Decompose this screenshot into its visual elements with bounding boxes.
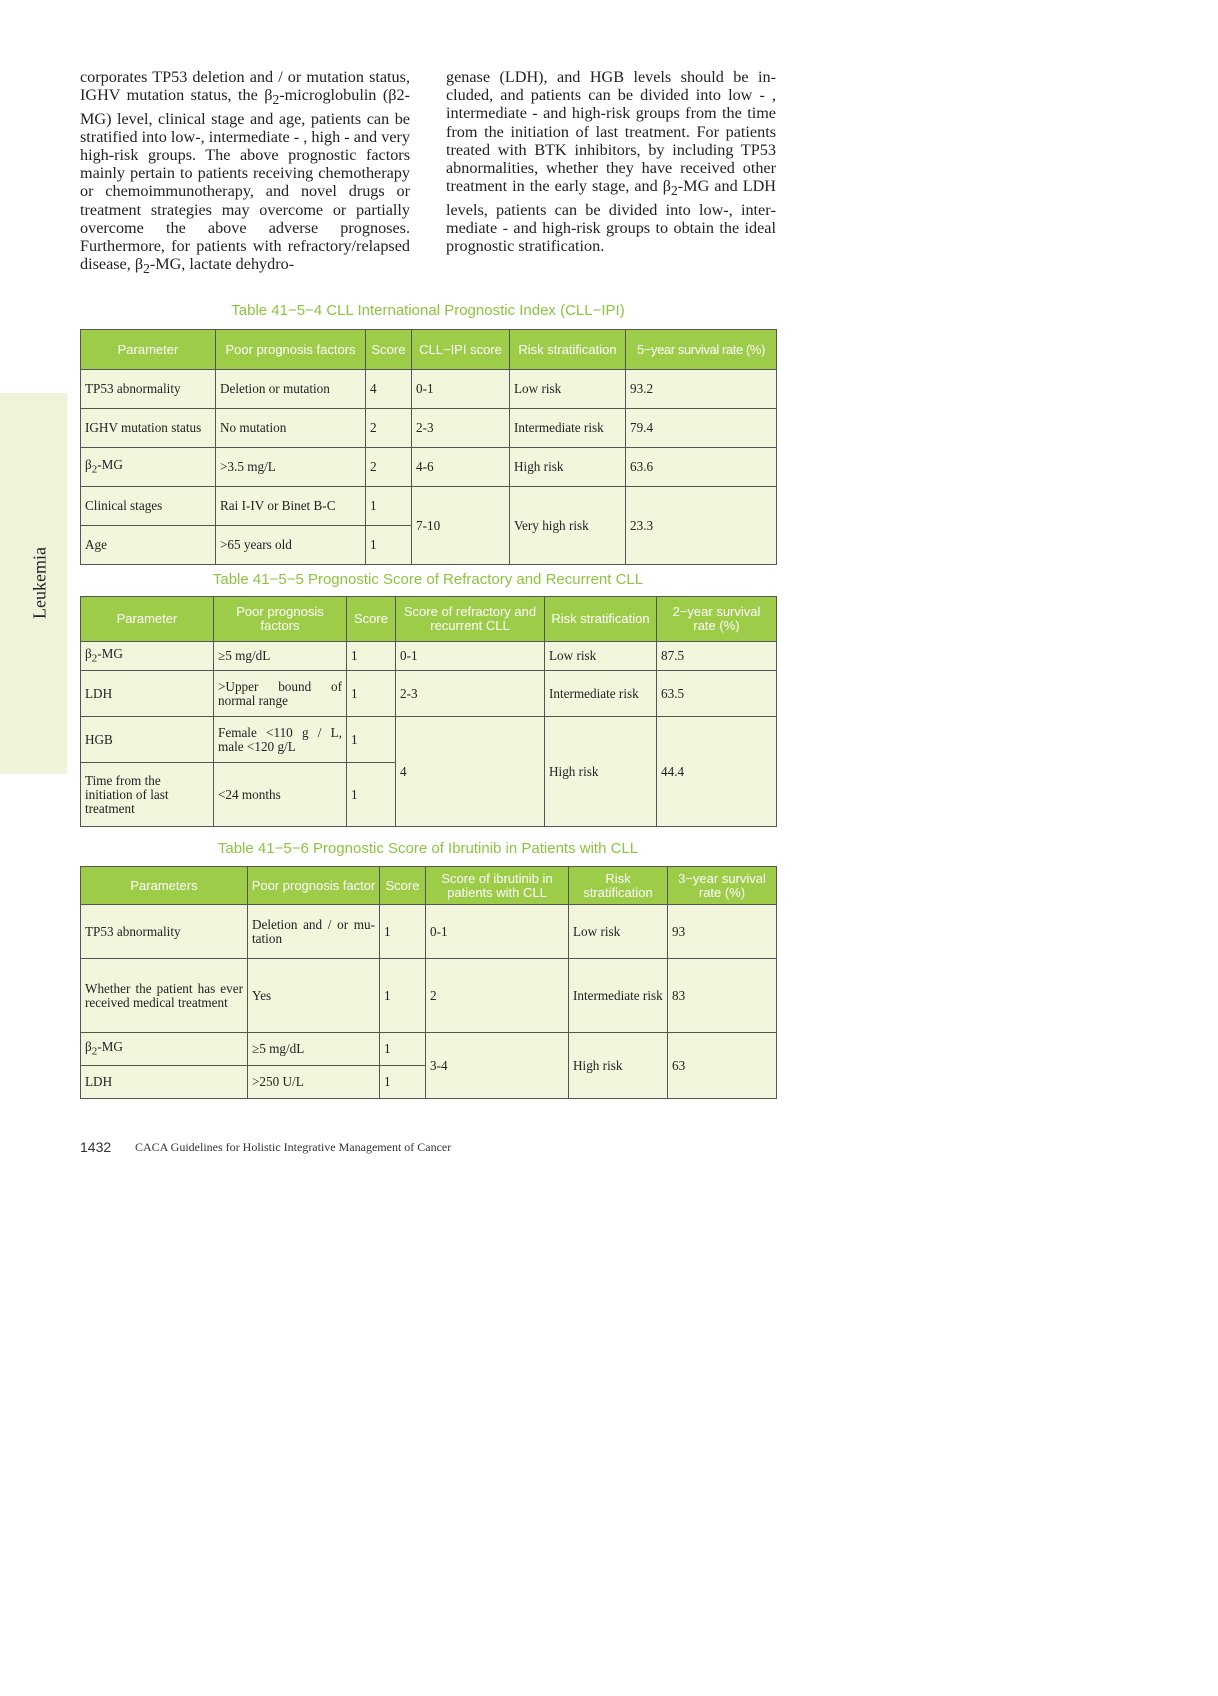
column-header: Score	[347, 597, 396, 642]
table-row	[81, 717, 777, 763]
cell-survival-rate: 63.6	[626, 448, 777, 487]
table-caption-ibrutinib: Table 41−5−6 Prognostic Score of Ibrutinib in Patients with CLL	[217, 840, 639, 857]
cell-factor: Rai I-IV or Binet B-C	[216, 487, 366, 526]
cell-parameter: $\beta_2-MG$	[81, 448, 216, 487]
cell-total-score: 4	[396, 717, 545, 827]
table-header-row	[81, 330, 777, 370]
cell-factor: >3.5 mg/L	[216, 448, 366, 487]
cell-parameter: LDH	[81, 1066, 248, 1099]
cell-survival-rate: 23.3	[626, 487, 777, 565]
column-header: Poor prognosis factors	[216, 330, 366, 370]
cell-parameter: Clinical stages	[81, 487, 216, 526]
cell-factor: Yes	[248, 959, 380, 1033]
column-header: Parameter	[81, 597, 214, 642]
cell-risk: High risk	[545, 717, 657, 827]
cell-risk: Intermediate risk	[545, 671, 657, 717]
cell-risk: Low risk	[510, 370, 626, 409]
cell-score: 1	[347, 671, 396, 717]
cell-factor: ≥5 mg/dL	[214, 642, 347, 671]
cell-risk: Low risk	[545, 642, 657, 671]
column-header: Score of refractory and recurrent CLL	[396, 597, 545, 642]
cell-score: 1	[347, 717, 396, 763]
cell-survival-rate: 87.5	[657, 642, 777, 671]
table-row	[81, 642, 777, 671]
column-header: Poor prognosis factors	[214, 597, 347, 642]
cell-parameter: Age	[81, 526, 216, 565]
cell-risk: Very high risk	[510, 487, 626, 565]
cell-total-score: 4-6	[412, 448, 510, 487]
column-header: Risk stratification	[545, 597, 657, 642]
table-row	[81, 905, 777, 959]
running-footer-title: CACA Guidelines for Holistic Integrative Management of Cancer	[135, 1140, 452, 1154]
table-row	[81, 487, 777, 526]
table-row	[81, 671, 777, 717]
table-row	[81, 1033, 777, 1066]
cell-score: 2	[366, 409, 412, 448]
table-ibrutinib	[80, 866, 777, 1099]
column-header: Score	[380, 867, 426, 905]
cell-risk: Intermediate risk	[510, 409, 626, 448]
body-text-left-column	[80, 68, 410, 279]
table-caption-refractory-cll: Table 41−5−5 Prognostic Score of Refractory and Recurrent CLL	[212, 571, 644, 588]
column-header: Parameters	[81, 867, 248, 905]
cell-risk: Low risk	[569, 905, 668, 959]
cell-score: 1	[380, 1033, 426, 1066]
table-header-row	[81, 597, 777, 642]
column-header: 5−year survival rate (%)	[626, 330, 777, 370]
side-tab-label: Leukemia	[29, 547, 50, 619]
cell-score: 1	[380, 905, 426, 959]
cell-parameter: LDH	[81, 671, 214, 717]
table-row	[81, 370, 777, 409]
cell-score: 1	[347, 642, 396, 671]
cell-factor: No mutation	[216, 409, 366, 448]
cell-risk: High risk	[569, 1033, 668, 1099]
cell-factor: Deletion or mutation	[216, 370, 366, 409]
table-row	[81, 409, 777, 448]
table-row	[81, 959, 777, 1033]
cell-survival-rate: 63.5	[657, 671, 777, 717]
cell-factor: ≥5 mg/dL	[248, 1033, 380, 1066]
column-header: Parameter	[81, 330, 216, 370]
column-header: Risk stratification	[569, 867, 668, 905]
cell-factor: >65 years old	[216, 526, 366, 565]
cell-survival-rate: 93	[668, 905, 777, 959]
cell-score: 1	[347, 763, 396, 827]
cell-survival-rate: 63	[668, 1033, 777, 1099]
column-header: 2−year survival rate (%)	[657, 597, 777, 642]
table-row	[81, 448, 777, 487]
cell-total-score: 3-4	[426, 1033, 569, 1099]
cell-total-score: 2-3	[396, 671, 545, 717]
cell-total-score: 0-1	[426, 905, 569, 959]
column-header: Score	[366, 330, 412, 370]
cell-score: 2	[366, 448, 412, 487]
cell-parameter: HGB	[81, 717, 214, 763]
body-paragraph-left: corporates TP53 deletion and / or mutation status, IGHV mutation status, the $\beta_2$-microglobulin (β2-MG) level, clinical stage and age, patients can be stratified into low-, intermediate - , high - and very high-risk groups. The above prognostic factors mainly pertain to patients receiving chemotherapy or chemoimmunotherapy, and novel drugs or treatment strategies may overcome or partially overcome the above adverse prognoses. Furthermore, for patients with refractory/relapsed disease, $\beta_2-MG$, lactate dehydro-	[80, 68, 410, 277]
table-caption-cll-ipi: Table 41−5−4 CLL International Prognostic Index (CLL−IPI)	[231, 302, 625, 319]
cell-factor: <24 months	[214, 763, 347, 827]
cell-parameter: $\beta_2-MG$	[81, 642, 214, 671]
cell-score: 1	[380, 959, 426, 1033]
cell-survival-rate: 93.2	[626, 370, 777, 409]
page-number: 1432	[80, 1139, 112, 1155]
cell-factor: >250 U/L	[248, 1066, 380, 1099]
body-text-right-column	[446, 68, 776, 255]
cell-survival-rate: 44.4	[657, 717, 777, 827]
cell-risk: High risk	[510, 448, 626, 487]
column-header: Score of ibrutinib in patients with CLL	[426, 867, 569, 905]
cell-total-score: 2-3	[412, 409, 510, 448]
cell-factor: >Upper bound of normal range	[214, 671, 347, 717]
cell-score: 1	[380, 1066, 426, 1099]
column-header: Poor prognosis factor	[248, 867, 380, 905]
column-header: 3−year survival rate (%)	[668, 867, 777, 905]
cell-survival-rate: 83	[668, 959, 777, 1033]
cell-parameter: Whether the patient has ever received medical treatment	[81, 959, 248, 1033]
column-header: CLL−IPI score	[412, 330, 510, 370]
cell-total-score: 0-1	[396, 642, 545, 671]
cell-score: 4	[366, 370, 412, 409]
cell-total-score: 2	[426, 959, 569, 1033]
cell-total-score: 7-10	[412, 487, 510, 565]
cell-parameter: IGHV mutation status	[81, 409, 216, 448]
table-refractory-cll	[80, 596, 777, 827]
body-paragraph-right: genase (LDH), and HGB levels should be included, and patients can be divided into low - , intermediate - and high-risk groups from the time from the initiation of last treatment. For patients treated with BTK inhibitors, by including TP53 abnormalities, whether they have received other treatment in the early stage, and $\beta_2-MG$ and LDH levels, patients can be divided into low-, intermediate - and high-risk groups to obtain the ideal prognostic stratification.	[446, 68, 776, 256]
table-cll-ipi	[80, 329, 777, 565]
cell-factor: Deletion and / or mutation	[248, 905, 380, 959]
column-header: Risk stratification	[510, 330, 626, 370]
cell-parameter: Time from the initiation of last treatment	[81, 763, 214, 827]
cell-score: 1	[366, 487, 412, 526]
cell-parameter: $\beta_2-MG$	[81, 1033, 248, 1066]
cell-total-score: 0-1	[412, 370, 510, 409]
cell-parameter: TP53 abnormality	[81, 370, 216, 409]
table-header-row	[81, 867, 777, 905]
cell-risk: Intermediate risk	[569, 959, 668, 1033]
cell-score: 1	[366, 526, 412, 565]
cell-parameter: TP53 abnormality	[81, 905, 248, 959]
cell-factor: Female <110 g / L, male <120 g/L	[214, 717, 347, 763]
cell-survival-rate: 79.4	[626, 409, 777, 448]
